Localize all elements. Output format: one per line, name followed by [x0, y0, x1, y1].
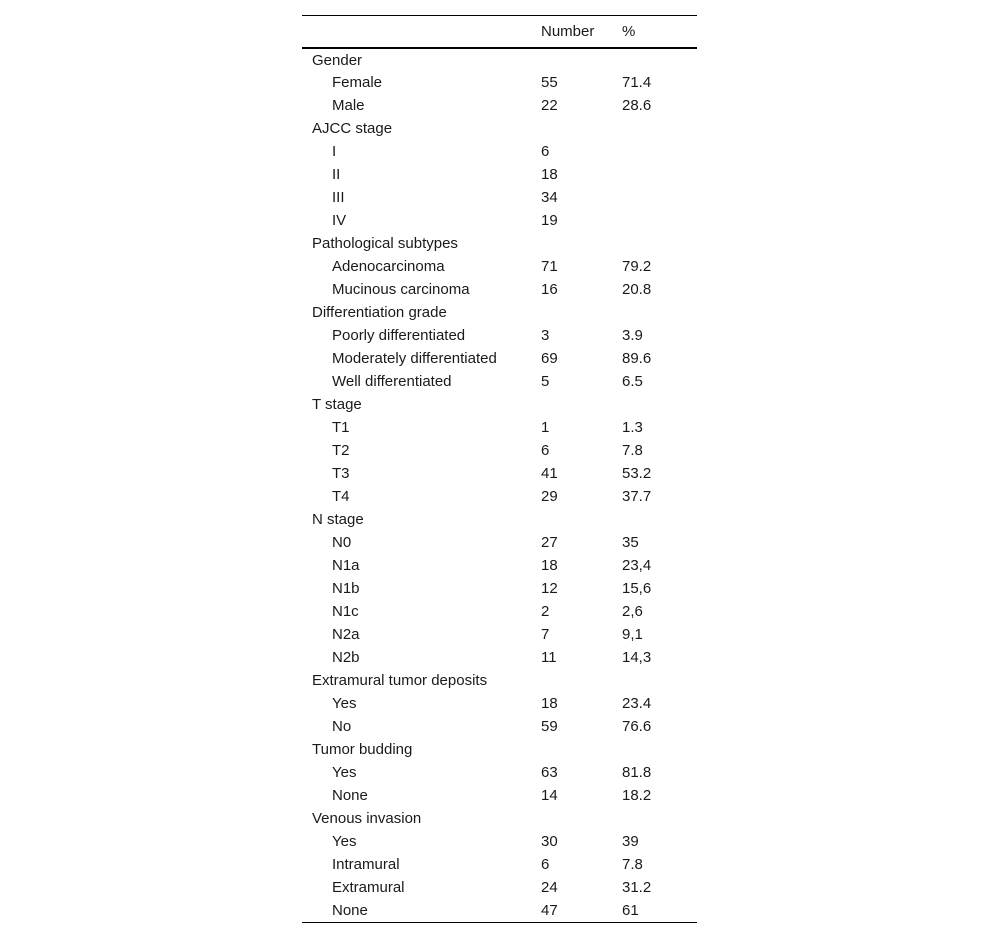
group-number-cell: [541, 807, 622, 830]
item-label: T2: [332, 442, 350, 459]
number-cell: 59: [541, 718, 558, 735]
number-cell: 1: [541, 419, 550, 436]
item-label: I: [332, 143, 337, 160]
percent-cell: 71.4: [622, 74, 652, 91]
item-label: Well differentiated: [332, 373, 452, 390]
table-row: [302, 71, 697, 94]
percent-cell: 7.8: [622, 442, 643, 459]
number-cell: 34: [541, 189, 558, 206]
table-row: [302, 784, 697, 807]
group-number-cell: [541, 393, 622, 416]
group-row: [302, 48, 697, 71]
item-label: Male: [332, 97, 365, 114]
table-header: [302, 16, 697, 49]
group-percent-cell: [622, 117, 697, 140]
item-label: Yes: [332, 833, 357, 850]
group-percent-cell: [622, 393, 697, 416]
table-row: [302, 416, 697, 439]
characteristics-table-container: [302, 15, 697, 923]
group-number-cell: [541, 48, 622, 71]
percent-cell: 76.6: [622, 718, 652, 735]
number-cell: 18: [541, 557, 558, 574]
table-row: [302, 186, 697, 209]
group-row: [302, 232, 697, 255]
group-percent-cell: [622, 232, 697, 255]
number-cell: 41: [541, 465, 558, 482]
number-cell: 71: [541, 258, 558, 275]
percent-cell: 6.5: [622, 373, 643, 390]
percent-cell: 3.9: [622, 327, 643, 344]
table-row: [302, 853, 697, 876]
group-row: [302, 807, 697, 830]
group-label: N stage: [312, 511, 364, 528]
group-row: [302, 393, 697, 416]
table-row: [302, 439, 697, 462]
table-row: [302, 324, 697, 347]
group-percent-cell: [622, 508, 697, 531]
group-number-cell: [541, 738, 622, 761]
item-label: II: [332, 166, 341, 183]
table-row: [302, 163, 697, 186]
number-cell: 47: [541, 901, 558, 919]
group-label: Gender: [312, 51, 363, 69]
item-label: N2b: [332, 649, 360, 666]
table-row: [302, 876, 697, 899]
percent-cell: 23.4: [622, 695, 652, 712]
item-label: T1: [332, 419, 350, 436]
header-number-column: Number: [541, 23, 595, 40]
group-number-cell: [541, 508, 622, 531]
table-row: [302, 715, 697, 738]
item-label: Yes: [332, 695, 357, 712]
number-cell: 18: [541, 695, 558, 712]
table-row: [302, 485, 697, 508]
number-cell: 22: [541, 97, 558, 114]
table-row: [302, 646, 697, 669]
group-number-cell: [541, 232, 622, 255]
percent-cell: 2,6: [622, 603, 643, 620]
percent-cell: 18.2: [622, 787, 652, 804]
item-label: N1a: [332, 557, 360, 574]
number-cell: 5: [541, 373, 550, 390]
group-percent-cell: [622, 48, 697, 71]
percent-cell: 23,4: [622, 557, 652, 574]
percent-cell: 37.7: [622, 488, 652, 505]
number-cell: 30: [541, 833, 558, 850]
percent-cell: 81.8: [622, 764, 652, 781]
percent-cell: 1.3: [622, 419, 643, 436]
item-label: Moderately differentiated: [332, 350, 497, 367]
header-row: [302, 16, 697, 49]
table-row: [302, 531, 697, 554]
item-label: Female: [332, 74, 383, 91]
table-row: [302, 370, 697, 393]
number-cell: 2: [541, 603, 550, 620]
table-row: [302, 554, 697, 577]
item-label: None: [332, 787, 368, 804]
number-cell: 12: [541, 580, 558, 597]
item-label: IV: [332, 212, 347, 229]
group-label: AJCC stage: [312, 120, 393, 137]
group-row: [302, 301, 697, 324]
percent-cell: [622, 209, 697, 232]
number-cell: 3: [541, 327, 550, 344]
header-label-column: [302, 16, 541, 49]
number-cell: 27: [541, 534, 558, 551]
group-row: [302, 669, 697, 692]
table-row: [302, 255, 697, 278]
number-cell: 24: [541, 879, 558, 896]
characteristics-table: [302, 15, 697, 923]
percent-cell: 39: [622, 833, 639, 850]
number-cell: 6: [541, 143, 550, 160]
number-cell: 11: [541, 649, 557, 666]
item-label: T4: [332, 488, 350, 505]
table-body: [302, 48, 697, 922]
group-number-cell: [541, 301, 622, 324]
table-row: [302, 577, 697, 600]
item-label: Adenocarcinoma: [332, 258, 445, 275]
item-label: III: [332, 189, 345, 206]
number-cell: 69: [541, 350, 558, 367]
percent-cell: 31.2: [622, 879, 652, 896]
percent-cell: 28.6: [622, 97, 652, 114]
group-row: [302, 738, 697, 761]
table-row: [302, 140, 697, 163]
group-label: Tumor budding: [312, 741, 413, 758]
number-cell: 18: [541, 166, 558, 183]
number-cell: 16: [541, 281, 558, 298]
item-label: Intramural: [332, 856, 400, 873]
percent-cell: 9,1: [622, 626, 643, 643]
percent-cell: [622, 140, 697, 163]
number-cell: 19: [541, 212, 558, 229]
percent-cell: 7.8: [622, 856, 643, 873]
item-label: Poorly differentiated: [332, 327, 466, 344]
number-cell: 55: [541, 74, 558, 91]
group-label: Pathological subtypes: [312, 235, 458, 252]
table-row: [302, 899, 697, 922]
group-row: [302, 117, 697, 140]
percent-cell: 53.2: [622, 465, 652, 482]
table-row: [302, 761, 697, 784]
header-percent-column: %: [622, 23, 636, 40]
group-label: T stage: [312, 396, 362, 413]
group-row: [302, 508, 697, 531]
table-row: [302, 692, 697, 715]
percent-cell: 20.8: [622, 281, 652, 298]
percent-cell: [622, 186, 697, 209]
item-label: None: [332, 901, 368, 919]
percent-cell: 61: [622, 901, 639, 919]
group-number-cell: [541, 117, 622, 140]
table-row: [302, 462, 697, 485]
number-cell: 29: [541, 488, 558, 505]
table-row: [302, 94, 697, 117]
number-cell: 14: [541, 787, 558, 804]
number-cell: 6: [541, 856, 550, 873]
number-cell: 63: [541, 764, 558, 781]
number-cell: 6: [541, 442, 550, 459]
group-number-cell: [541, 669, 622, 692]
item-label: N2a: [332, 626, 360, 643]
item-label: N1c: [332, 603, 359, 620]
percent-cell: 14,3: [622, 649, 652, 666]
percent-cell: 35: [622, 534, 639, 551]
table-row: [302, 209, 697, 232]
table-row: [302, 278, 697, 301]
item-label: T3: [332, 465, 350, 482]
percent-cell: 79.2: [622, 258, 652, 275]
group-label: Differentiation grade: [312, 304, 447, 321]
item-label: Mucinous carcinoma: [332, 281, 470, 298]
item-label: Extramural: [332, 879, 405, 896]
group-percent-cell: [622, 301, 697, 324]
group-label: Extramural tumor deposits: [312, 672, 488, 689]
item-label: Yes: [332, 764, 357, 781]
group-percent-cell: [622, 807, 697, 830]
table-row: [302, 623, 697, 646]
group-label: Venous invasion: [312, 810, 422, 827]
table-row: [302, 347, 697, 370]
table-row: [302, 600, 697, 623]
item-label: N0: [332, 534, 352, 551]
item-label: No: [332, 718, 352, 735]
item-label: N1b: [332, 580, 360, 597]
percent-cell: [622, 163, 697, 186]
percent-cell: 89.6: [622, 350, 652, 367]
percent-cell: 15,6: [622, 580, 652, 597]
number-cell: 7: [541, 626, 550, 643]
table-row: [302, 830, 697, 853]
group-percent-cell: [622, 738, 697, 761]
group-percent-cell: [622, 669, 697, 692]
